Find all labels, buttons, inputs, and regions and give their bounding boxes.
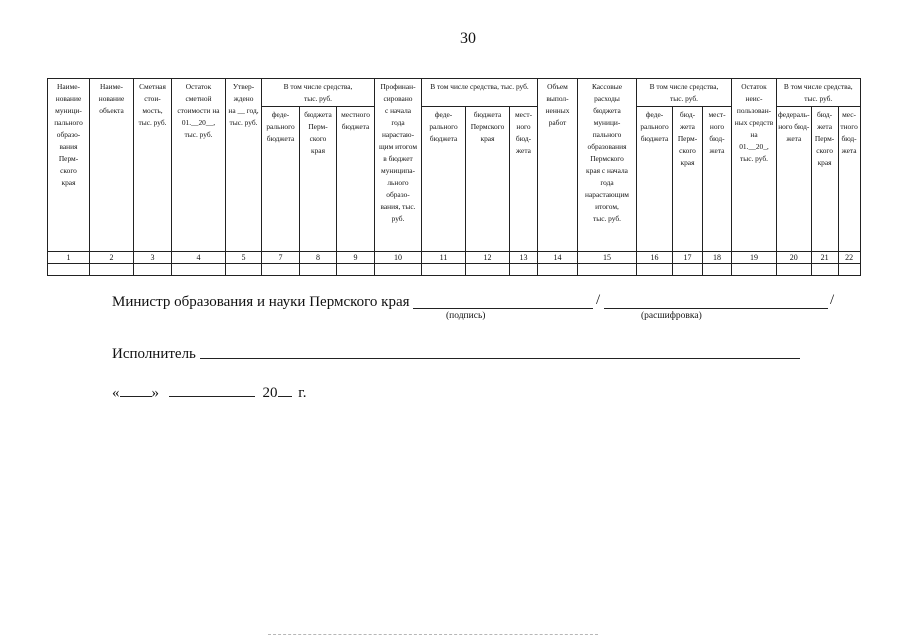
executor-label: Исполнитель <box>112 346 196 362</box>
column-number: 11 <box>422 252 466 264</box>
column-number: 14 <box>538 252 578 264</box>
column-number: 4 <box>172 252 226 264</box>
column-number: 10 <box>375 252 422 264</box>
header-local-3: мест- ного бюд- жета <box>703 107 732 252</box>
column-number: 17 <box>673 252 703 264</box>
data-cell[interactable] <box>838 264 860 276</box>
column-number: 18 <box>703 252 732 264</box>
header-estimated-cost: Сметная стои- мость, тыс. руб. <box>134 79 172 252</box>
header-group-financed-funds: В том числе средства, тыс. руб. <box>422 79 538 107</box>
scan-artifact <box>268 634 598 638</box>
header-work-volume: Объем выпол- ненных работ <box>538 79 578 252</box>
date-open-quote: « <box>112 385 120 401</box>
header-financed: Профинан- сировано с начала года нарастаю- щим итогом в бюджет муниципа- льного образо- вания, тыс. руб. <box>375 79 422 252</box>
column-number: 2 <box>90 252 134 264</box>
header-federal-3: феде- рального бюджета <box>637 107 673 252</box>
header-municipality: Наиме- нование муници- пального образо- вания Перм- ского края <box>48 79 90 252</box>
column-number: 13 <box>510 252 538 264</box>
month-blank[interactable] <box>169 384 255 397</box>
column-number: 22 <box>838 252 860 264</box>
column-number: 7 <box>262 252 300 264</box>
decoding-line[interactable] <box>604 308 828 309</box>
header-regional-2: бюджета Пермского края <box>466 107 510 252</box>
signature-line[interactable] <box>413 308 593 309</box>
signature-caption: (подпись) <box>446 311 486 321</box>
header-local-4: мес- тного бюд- жета <box>838 107 860 252</box>
column-number: 21 <box>811 252 838 264</box>
header-federal-4: федераль- ного бюд- жета <box>777 107 812 252</box>
header-local-2: мест- ного бюд- жета <box>510 107 538 252</box>
column-number: 1 <box>48 252 90 264</box>
data-cell[interactable] <box>422 264 466 276</box>
header-approved: Утвер- ждено на __ год, тыс. руб. <box>226 79 262 252</box>
header-cash-expenses: Кассовые расходы бюджета муници- пального образования Пермского края с начала года нарастающим итогом, тыс. руб. <box>578 79 637 252</box>
data-cell[interactable] <box>673 264 703 276</box>
column-number: 12 <box>466 252 510 264</box>
date-close-quote: » <box>151 385 159 401</box>
data-cell[interactable] <box>637 264 673 276</box>
data-cell[interactable] <box>732 264 777 276</box>
header-unused-remainder: Остаток неис- пользован- ных средств на 01.__20_, тыс. руб. <box>732 79 777 252</box>
column-number: 9 <box>337 252 375 264</box>
date-row <box>112 384 306 402</box>
header-remaining-cost: Остаток сметной стоимости на 01.__20__, тыс. руб. <box>172 79 226 252</box>
data-cell[interactable] <box>226 264 262 276</box>
data-cell[interactable] <box>48 264 90 276</box>
separator-slash: / <box>596 292 601 308</box>
day-blank[interactable] <box>120 384 152 397</box>
data-cell[interactable] <box>90 264 134 276</box>
column-number: 20 <box>777 252 812 264</box>
empty-data-row <box>48 264 861 276</box>
column-number: 3 <box>134 252 172 264</box>
data-cell[interactable] <box>466 264 510 276</box>
minister-signature-label: Министр образования и науки Пермского края <box>112 294 410 310</box>
column-number: 8 <box>300 252 337 264</box>
data-cell[interactable] <box>172 264 226 276</box>
data-cell[interactable] <box>703 264 732 276</box>
year-suffix: г. <box>298 385 307 401</box>
header-regional-4: бюд- жета Перм- ского края <box>811 107 838 252</box>
decoding-caption: (расшифровка) <box>641 311 702 321</box>
header-federal-1: феде- рального бюджета <box>262 107 300 252</box>
data-cell[interactable] <box>134 264 172 276</box>
header-regional-3: бюд- жета Перм- ского края <box>673 107 703 252</box>
header-group-approved-funds: В том числе средства, тыс. руб. <box>262 79 375 107</box>
data-cell[interactable] <box>811 264 838 276</box>
year-prefix: 20 <box>262 385 278 401</box>
data-cell[interactable] <box>375 264 422 276</box>
header-local-1: местного бюджета <box>337 107 375 252</box>
separator-slash: / <box>830 292 835 308</box>
column-number-row <box>48 252 861 264</box>
report-table <box>47 78 861 276</box>
data-cell[interactable] <box>578 264 637 276</box>
data-cell[interactable] <box>538 264 578 276</box>
header-federal-2: феде- рального бюджета <box>422 107 466 252</box>
header-regional-1: бюджета Перм- ского края <box>300 107 337 252</box>
executor-line[interactable] <box>200 358 800 359</box>
column-number: 16 <box>637 252 673 264</box>
column-number: 15 <box>578 252 637 264</box>
column-number: 19 <box>732 252 777 264</box>
data-cell[interactable] <box>510 264 538 276</box>
header-group-remainder-funds: В том числе средства, тыс. руб. <box>777 79 861 107</box>
data-cell[interactable] <box>262 264 300 276</box>
data-cell[interactable] <box>777 264 812 276</box>
header-group-cash-funds: В том числе средства, тыс. руб. <box>637 79 732 107</box>
data-cell[interactable] <box>300 264 337 276</box>
data-cell[interactable] <box>337 264 375 276</box>
page-number: 30 <box>460 30 476 47</box>
column-number: 5 <box>226 252 262 264</box>
year-blank[interactable] <box>278 384 292 397</box>
header-object: Наиме- нование объекта <box>90 79 134 252</box>
